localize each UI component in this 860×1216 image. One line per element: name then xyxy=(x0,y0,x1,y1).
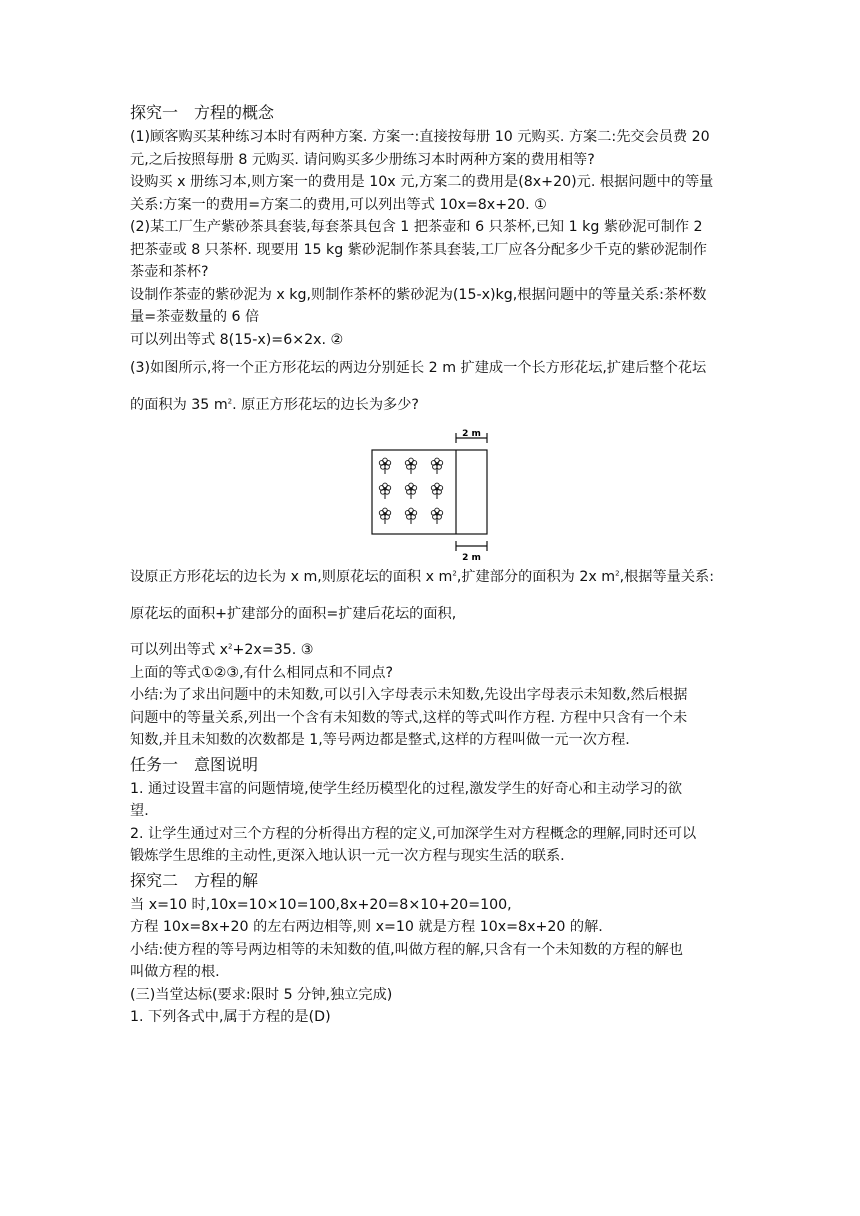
p2-line-5: 量=茶壶数量的 6 倍 xyxy=(130,309,260,325)
p3-line-2: 的面积为 35 $m^2$. 原正方形花坛的边长为多少? xyxy=(130,396,419,413)
p4-line: 设原正方形花坛的边长为 x m,则原花坛的面积 x $m^2$,扩建部分的面积为 2x $m^2$,根据等量关系: xyxy=(130,569,714,585)
task1-title: 任务一 意图说明 xyxy=(130,754,259,774)
label-top: 2 m xyxy=(462,429,481,439)
section3-title: (三)当堂达标(要求:限时 5 分钟,独立完成) xyxy=(130,986,393,1003)
summary-line-2: 问题中的等量关系,列出一个含有未知数的等式,这样的等式叫作方程. 方程中只含有一个未 xyxy=(130,709,688,726)
p1-line-1: (1)顾客购买某种练习本时有两种方案. 方案一:直接按每册 10 元购买. 方案二:先交会员费 20 xyxy=(130,129,710,145)
label-bottom: 2 m xyxy=(462,553,481,563)
flower-icon xyxy=(379,458,390,474)
section2-title: 探究二 方程的解 xyxy=(130,870,259,890)
flower-icon xyxy=(405,458,416,474)
section2-line-3: 小结:使方程的等号两边相等的未知数的值,叫做方程的解,只含有一个未知数的方程的解也 xyxy=(130,941,683,958)
task1-line-1: 1. 通过设置丰富的问题情境,使学生经历模型化的过程,激发学生的好奇心和主动学习的欲 xyxy=(130,780,683,797)
task1-line-4: 锻炼学生思维的主动性,更深入地认识一元一次方程与现实生活的联系. xyxy=(130,848,565,864)
flower-icon xyxy=(431,483,442,499)
p1-line-2: 元,之后按照每册 8 元购买. 请问购买多少册练习本时两种方案的费用相等? xyxy=(130,151,595,168)
flowerbed-diagram xyxy=(370,428,490,564)
flower-icon xyxy=(431,508,442,524)
p1-line-4: 关系:方案一的费用=方案二的费用,可以列出等式 10x=8x+20. ① xyxy=(130,196,547,213)
section1-title: 探究一 方程的概念 xyxy=(130,103,275,122)
summary-line-1: 小结:为了求出问题中的未知数,可以引入字母表示未知数,先设出字母表示未知数,然后根据 xyxy=(130,687,688,703)
flower-icon xyxy=(379,483,390,499)
flower-icon xyxy=(379,508,390,524)
question-1: 1. 下列各式中,属于方程的是(D) xyxy=(130,1009,331,1025)
flower-icon xyxy=(405,483,416,499)
document-page xyxy=(130,100,735,1029)
p2-line-4: 设制作茶壶的紫砂泥为 x kg,则制作茶杯的紫砂泥为(15-x)kg,根据问题中的等量关系:茶杯数 xyxy=(130,286,707,303)
p6-line: 可以列出等式 $x^2+2x=35$. ③ xyxy=(130,642,314,658)
flowers-group xyxy=(379,458,442,524)
p1-line-3: 设购买 x 册练习本,则方案一的费用是 10x 元,方案二的费用是(8x+20)元. 根据问题中的等量 xyxy=(130,174,714,190)
task1-line-3: 2. 让学生通过对三个方程的分析得出方程的定义,可加深学生对方程概念的理解,同时还可以 xyxy=(130,825,697,842)
task1-line-2: 望. xyxy=(130,803,149,819)
summary-line-3: 知数,并且未知数的次数都是 1,等号两边都是整式,这样的方程叫做一元一次方程. xyxy=(130,732,630,748)
p7-line: 上面的等式①②③,有什么相同点和不同点? xyxy=(130,664,394,681)
p2-line-3: 茶壶和茶杯? xyxy=(130,264,209,280)
p2-line-6: 可以列出等式 8(15-x)=6×2x. ② xyxy=(130,331,344,348)
p2-line-1: (2)某工厂生产紫砂茶具套装,每套茶具包含 1 把茶壶和 6 只茶杯,已知 1 kg 紫砂泥可制作 2 xyxy=(130,219,703,235)
section2-line-4: 叫做方程的根. xyxy=(130,964,220,980)
section2-line-2: 方程 10x=8x+20 的左右两边相等,则 x=10 就是方程 10x=8x+20 的解. xyxy=(130,919,603,935)
section2-line-1: 当 x=10 时,10x=10×10=100,8x+20=8×10+20=100, xyxy=(130,896,512,913)
p2-line-2: 把茶壶或 8 只茶杯. 现要用 15 kg 紫砂泥制作茶具套装,工厂应各分配多少千克的紫砂泥制作 xyxy=(130,241,707,258)
flower-icon xyxy=(405,508,416,524)
flower-icon xyxy=(431,458,442,474)
flowerbed-figure xyxy=(130,416,735,566)
p3-line-1: (3)如图所示,将一个正方形花坛的两边分别延长 2 m 扩建成一个长方形花坛,扩建后整个花坛 xyxy=(130,360,707,376)
p5-line: 原花坛的面积+扩建部分的面积=扩建后花坛的面积, xyxy=(130,605,457,622)
